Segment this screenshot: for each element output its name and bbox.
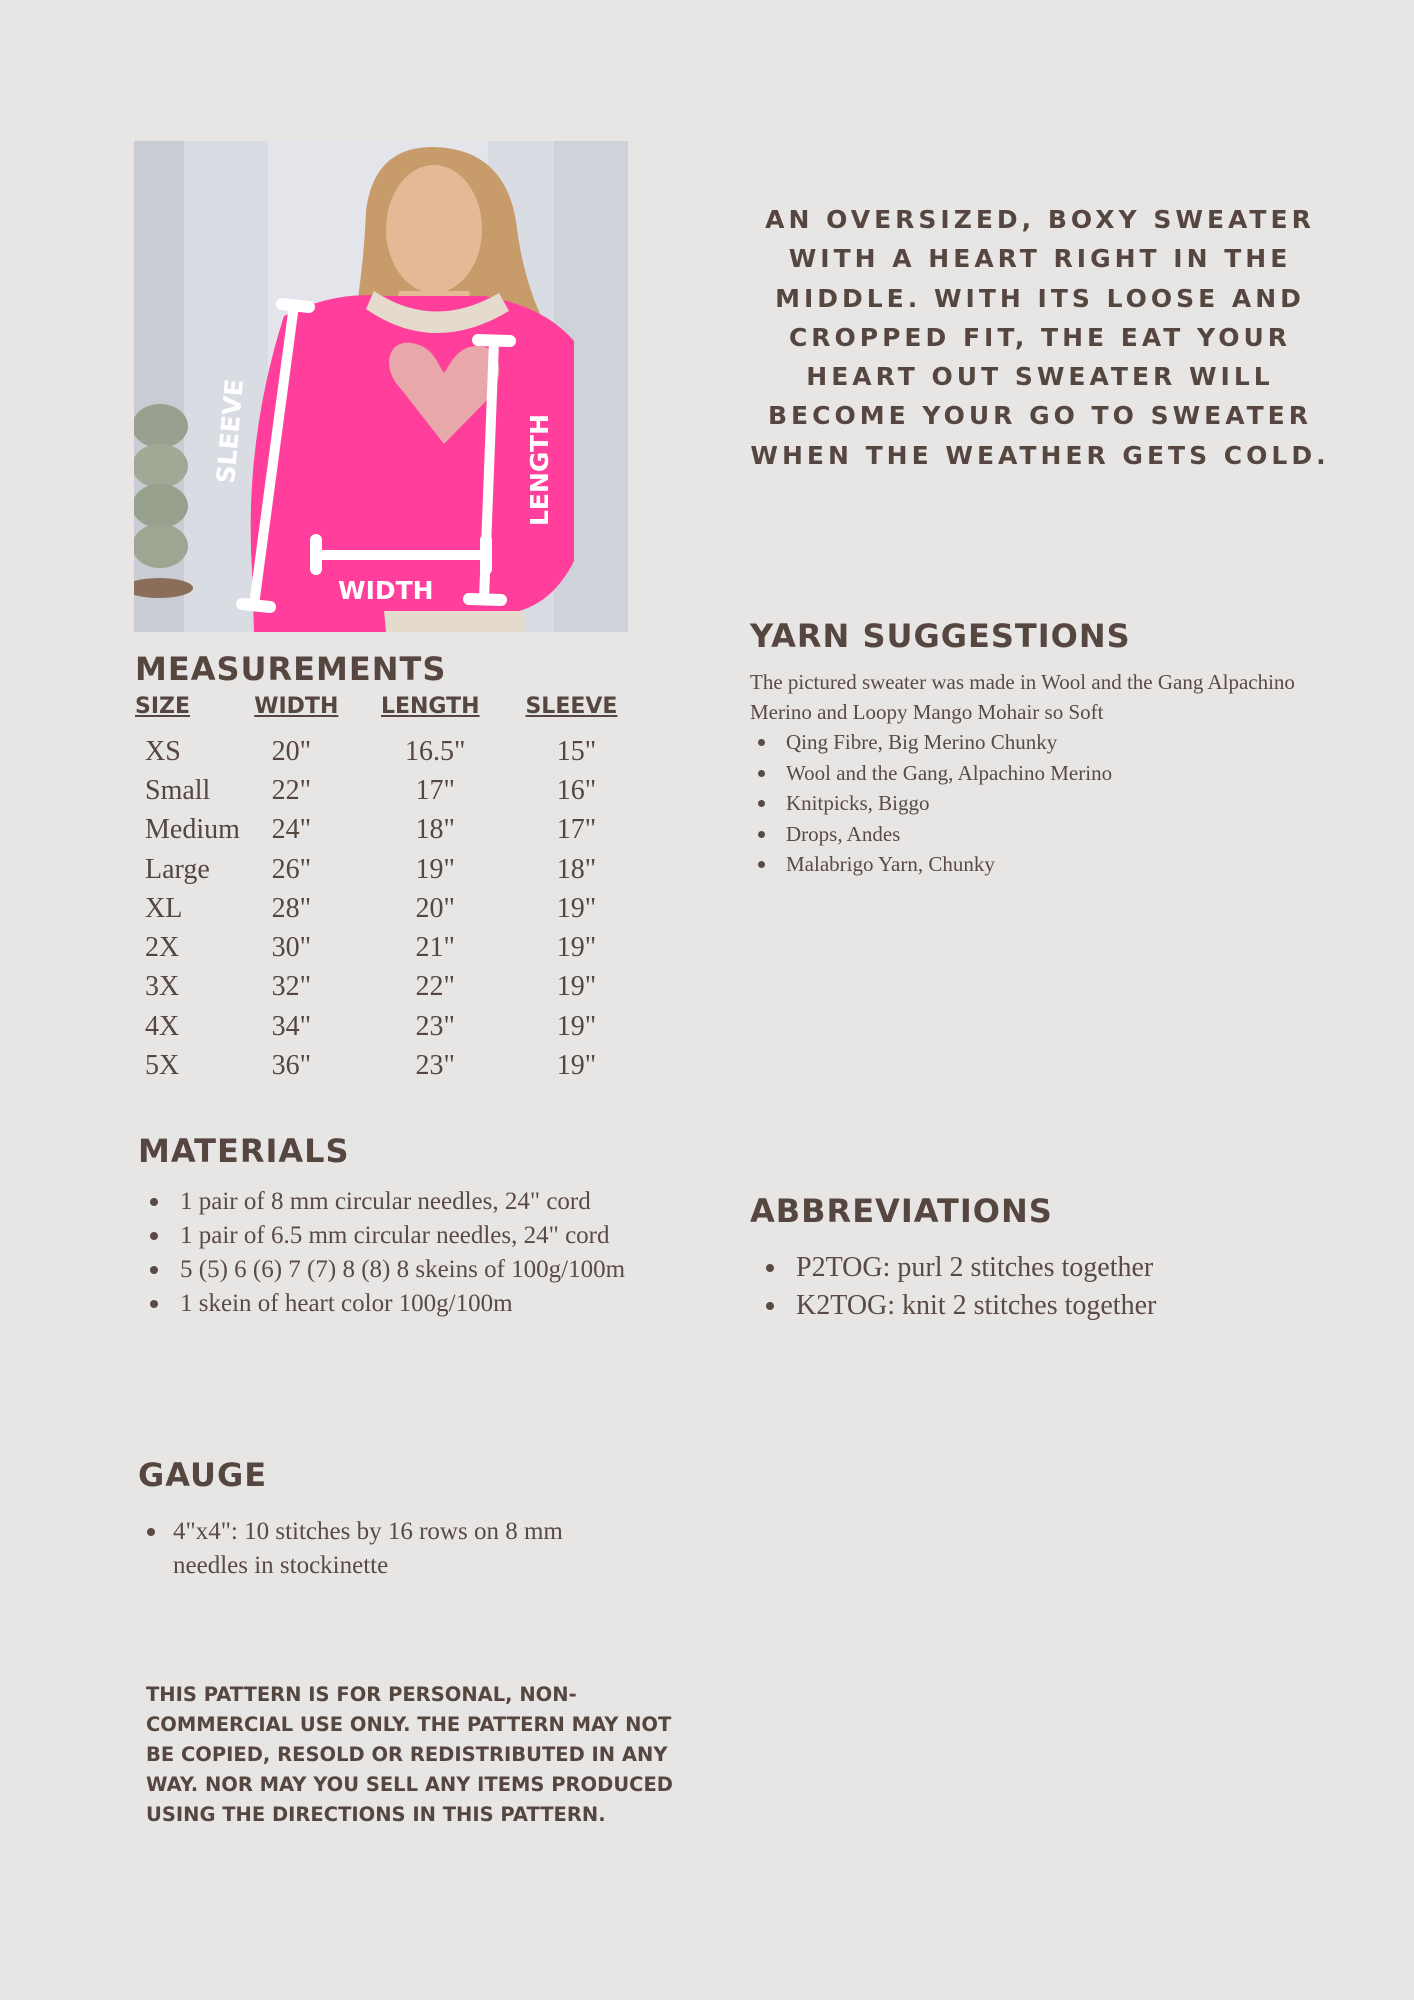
- table-row: [135, 928, 635, 967]
- col-header-length: LENGTH: [380, 694, 480, 719]
- list-item: Knitpicks, Biggo: [786, 788, 1306, 819]
- length-cell: 19": [415, 853, 455, 885]
- width-cell: 28": [271, 892, 312, 924]
- table-row: [135, 811, 635, 850]
- abbreviations-list: [796, 1249, 1316, 1325]
- yarn-intro-text: The pictured sweater was made in Wool and the Gang Alpachino Merino and Loopy Mango Mohair so Soft: [750, 670, 1295, 724]
- model-face: [386, 165, 482, 293]
- abbreviations-heading: ABBREVIATIONS: [750, 1192, 1053, 1230]
- gauge-heading: GAUGE: [138, 1456, 268, 1494]
- col-header-sleeve: SLEEVE: [525, 694, 618, 719]
- length-cell: 21": [415, 932, 455, 964]
- yarn-suggestions-heading: YARN SUGGESTIONS: [750, 617, 1131, 655]
- size-cell: Large: [145, 853, 210, 885]
- sleeve-cell: 19": [556, 1050, 597, 1082]
- table-row: [135, 1046, 635, 1085]
- width-label: WIDTH: [338, 576, 434, 605]
- list-item: Malabrigo Yarn, Chunky: [786, 849, 1306, 880]
- list-item: P2TOG: purl 2 stitches together: [796, 1249, 1316, 1287]
- length-cell: 18": [415, 814, 455, 846]
- list-item: 1 pair of 6.5 mm circular needles, 24" cord: [180, 1219, 660, 1253]
- sleeve-cell: 17": [556, 814, 597, 846]
- sweater-photo: [134, 141, 628, 632]
- size-cell: XS: [145, 735, 181, 767]
- length-cell: 22": [415, 971, 455, 1003]
- width-cell: 26": [271, 853, 312, 885]
- list-item: K2TOG: knit 2 stitches together: [796, 1287, 1316, 1325]
- length-cell: 17": [415, 774, 455, 806]
- width-cell: 22": [271, 774, 312, 806]
- list-item: Qing Fibre, Big Merino Chunky: [786, 727, 1306, 758]
- table-row: [135, 850, 635, 889]
- table-row: [135, 889, 635, 928]
- table-row: [135, 732, 635, 771]
- gauge-list: [173, 1515, 613, 1583]
- sleeve-label: SLEEVE: [211, 377, 250, 485]
- size-table: [135, 694, 635, 1086]
- yarn-list: [786, 727, 1306, 880]
- sleeve-cell: 19": [556, 1010, 597, 1042]
- size-cell: XL: [145, 892, 183, 924]
- sleeve-cell: 15": [556, 735, 597, 767]
- usage-disclaimer: THIS PATTERN IS FOR PERSONAL, NON-COMMERCIAL USE ONLY. THE PATTERN MAY NOT BE COPIED, RESOLD OR REDISTRIBUTED IN ANY WAY. NOR MAY YOU SELL ANY ITEMS PRODUCED USING THE DIRECTIONS IN THIS PATTERN.: [146, 1683, 673, 1826]
- table-row: [135, 1007, 635, 1046]
- list-item: 5 (5) 6 (6) 7 (7) 8 (8) 8 skeins of 100g/100m: [180, 1253, 660, 1287]
- materials-list: [180, 1185, 660, 1321]
- list-item: Drops, Andes: [786, 819, 1306, 850]
- size-cell: 5X: [145, 1050, 180, 1082]
- length-label: LENGTH: [525, 414, 554, 526]
- size-cell: 3X: [145, 971, 180, 1003]
- table-row: [135, 968, 635, 1007]
- list-item: 4"x4": 10 stitches by 16 rows on 8 mm needles in stockinette: [173, 1515, 613, 1583]
- width-cell: 30": [271, 932, 312, 964]
- size-cell: Small: [145, 774, 211, 806]
- length-cell: 16.5": [405, 735, 466, 767]
- length-cell: 23": [415, 1050, 455, 1082]
- size-cell: 2X: [145, 932, 180, 964]
- materials-heading: MATERIALS: [138, 1132, 350, 1170]
- sleeve-cell: 19": [556, 892, 597, 924]
- width-cell: 36": [271, 1050, 312, 1082]
- sleeve-cell: 19": [556, 932, 597, 964]
- col-header-size: SIZE: [135, 694, 191, 719]
- sleeve-cell: 19": [556, 971, 597, 1003]
- size-cell: Medium: [145, 814, 240, 846]
- intro-description: AN OVERSIZED, BOXY SWEATER WITH A HEART RIGHT IN THE MIDDLE. WITH ITS LOOSE AND CROPPED FIT, THE EAT YOUR HEART OUT SWEATER WILL BECOME YOUR GO TO SWEATER WHEN THE WEATHER GETS COLD.: [750, 205, 1330, 470]
- measurements-heading: MEASUREMENTS: [135, 650, 447, 688]
- width-cell: 32": [271, 971, 312, 1003]
- col-header-width: WIDTH: [254, 694, 339, 719]
- size-table-header-row: [135, 694, 635, 732]
- list-item: 1 skein of heart color 100g/100m: [180, 1287, 660, 1321]
- cuff-trim: [384, 611, 526, 632]
- length-cell: 23": [415, 1010, 455, 1042]
- sleeve-cell: 16": [556, 774, 597, 806]
- size-cell: 4X: [145, 1010, 180, 1042]
- sleeve-cell: 18": [556, 853, 597, 885]
- table-row: [135, 771, 635, 810]
- width-cell: 24": [271, 814, 312, 846]
- list-item: Wool and the Gang, Alpachino Merino: [786, 758, 1306, 789]
- width-cell: 20": [271, 735, 312, 767]
- length-cell: 20": [415, 892, 455, 924]
- list-item: 1 pair of 8 mm circular needles, 24" cord: [180, 1185, 660, 1219]
- width-cell: 34": [271, 1010, 312, 1042]
- sweater-illustration: [134, 141, 628, 632]
